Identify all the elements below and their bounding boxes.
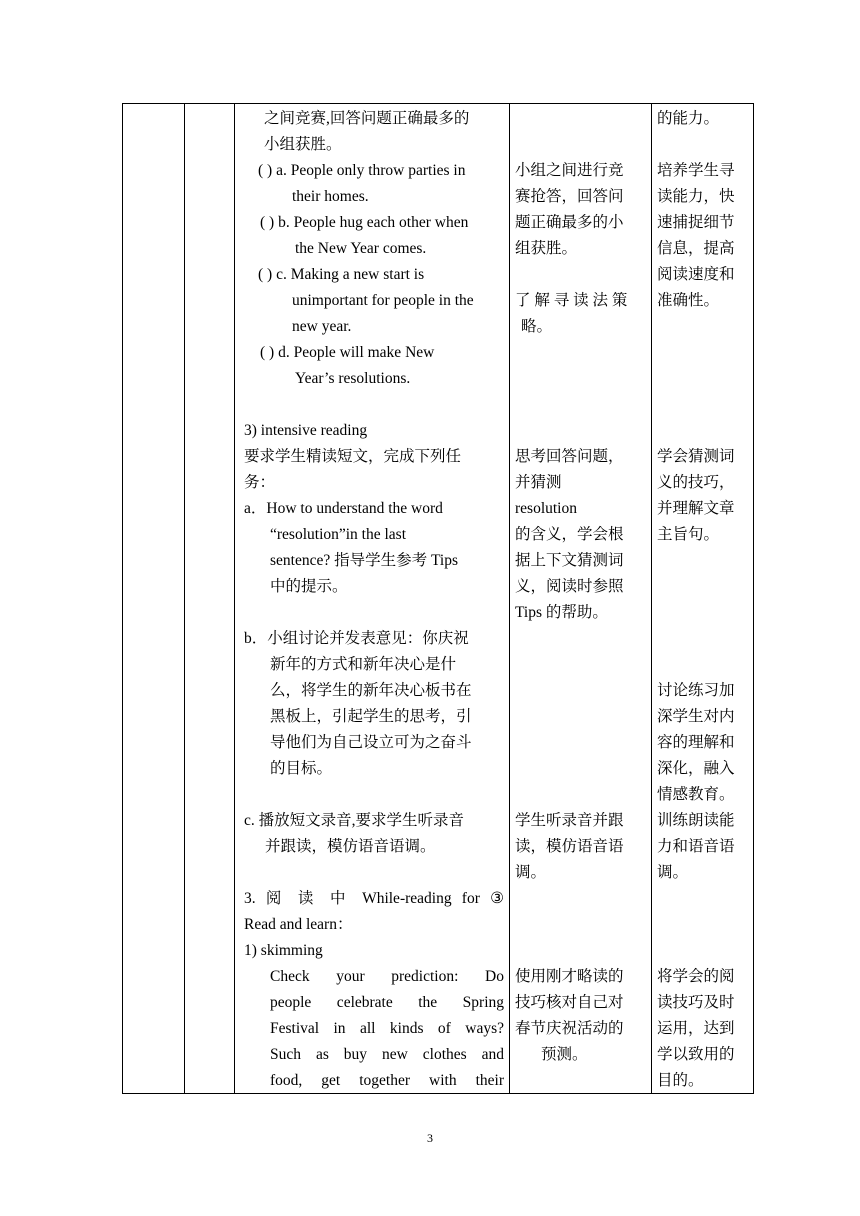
text-line: 导他们为自己设立可为之奋斗 — [270, 734, 472, 751]
text-line — [509, 626, 649, 652]
text-line: 并猜测 — [515, 474, 562, 491]
text-line: 并跟读，模仿语音语调。 — [265, 838, 436, 855]
text-line: 信息，提高 — [657, 240, 735, 257]
text-line: 中的提示。 — [270, 578, 348, 595]
text-line: the New Year comes. — [295, 240, 427, 257]
text-line — [651, 548, 751, 574]
text-line — [651, 938, 751, 964]
text-line: ( ) d. People will make New — [260, 344, 435, 361]
text-line: b．小组讨论并发表意见：你庆祝 — [244, 630, 469, 647]
text-line: 义的技巧， — [657, 474, 735, 491]
text-line: 讨论练习加 — [657, 682, 735, 699]
text-line: 之间竞赛,回答问题正确最多的 — [264, 110, 470, 127]
text-line — [509, 886, 649, 912]
text-line — [651, 912, 751, 938]
text-line — [509, 704, 649, 730]
text-line — [242, 600, 504, 626]
text-line: 使用刚才略读的 — [515, 968, 624, 985]
text-line — [509, 938, 649, 964]
text-line: new year. — [292, 318, 352, 335]
page-number: 3 — [427, 1131, 433, 1145]
design-purpose-column — [651, 106, 751, 1094]
text-line: 思考回答问题， — [515, 448, 624, 465]
text-line: 容的理解和 — [657, 734, 735, 751]
text-line: 赛抢答，回答问 — [515, 188, 624, 205]
text-line — [242, 392, 504, 418]
text-line: 力和语音语 — [657, 838, 735, 855]
text-line — [651, 652, 751, 678]
text-line: 学生听录音并跟 — [515, 812, 624, 829]
text-line: 预测。 — [541, 1046, 588, 1063]
text-line — [509, 652, 649, 678]
text-line: Such as buy new clothes and — [270, 1046, 504, 1063]
text-line: 将学会的阅 — [657, 968, 735, 985]
text-line: 读能力，快 — [657, 188, 735, 205]
text-line: 情感教育。 — [657, 786, 735, 803]
text-line: ( ) a. People only throw parties in — [258, 162, 466, 179]
text-line — [509, 392, 649, 418]
text-line: 小组获胜。 — [264, 136, 342, 153]
text-line: Year’s resolutions. — [295, 370, 411, 387]
text-line: 运用，达到 — [657, 1020, 735, 1037]
text-line: “resolution”in the last — [270, 526, 407, 543]
text-line — [509, 1068, 649, 1094]
text-line: 速捕捉细节 — [657, 214, 735, 231]
text-line — [242, 860, 504, 886]
text-line: a．How to understand the word — [244, 500, 443, 517]
text-line — [509, 262, 649, 288]
text-line — [509, 912, 649, 938]
text-line: resolution — [515, 500, 577, 517]
text-line — [242, 782, 504, 808]
text-line: unimportant for people in the — [292, 292, 474, 309]
text-line: 深化，融入 — [657, 760, 735, 777]
text-line — [651, 626, 751, 652]
text-line: their homes. — [292, 188, 369, 205]
text-line: Check your prediction: Do — [270, 968, 504, 985]
text-line: 春节庆祝活动的 — [515, 1020, 624, 1037]
text-line: 略。 — [521, 318, 553, 335]
text-line: 深学生对内 — [657, 708, 735, 725]
text-line — [509, 340, 649, 366]
text-line: 要求学生精读短文，完成下列任 — [244, 448, 462, 465]
text-line — [509, 418, 649, 444]
text-line: ( ) c. Making a new start is — [258, 266, 425, 283]
text-line: 准确性。 — [657, 292, 720, 309]
text-line: 并理解文章 — [657, 500, 735, 517]
text-line — [651, 366, 751, 392]
text-line: 了 解 寻 读 法 策 — [515, 292, 628, 309]
text-line: Tips 的帮助。 — [515, 604, 608, 621]
column-divider — [184, 104, 185, 1093]
text-line: 据上下文猜测词 — [515, 552, 624, 569]
text-line — [651, 574, 751, 600]
teacher-activity-column — [242, 106, 504, 1094]
text-line: 3. 阅 读 中 While-reading for ③ — [244, 890, 504, 907]
text-line: 阅读速度和 — [657, 266, 735, 283]
text-line: 务： — [244, 474, 276, 491]
text-line — [509, 782, 649, 808]
text-line: 义，阅读时参照 — [515, 578, 624, 595]
text-line: 新年的方式和新年决心是什 — [270, 656, 457, 673]
text-line: 黑板上，引起学生的思考，引 — [270, 708, 472, 725]
text-line — [651, 392, 751, 418]
text-line: 目的。 — [657, 1072, 704, 1089]
text-line: 的目标。 — [270, 760, 333, 777]
text-line: 学会猜测词 — [657, 448, 735, 465]
text-line: 小组之间进行竞 — [515, 162, 624, 179]
text-line: Read and learn： — [244, 916, 353, 933]
text-line: 调。 — [515, 864, 547, 881]
text-line — [651, 418, 751, 444]
text-line: 读技巧及时 — [657, 994, 735, 1011]
text-line: 1) skimming — [244, 942, 323, 959]
text-line — [651, 600, 751, 626]
text-line — [651, 340, 751, 366]
text-line: food, get together with their — [270, 1072, 504, 1089]
text-line — [651, 314, 751, 340]
text-line: people celebrate the Spring — [270, 994, 504, 1011]
text-line — [509, 730, 649, 756]
text-line: 3) intensive reading — [244, 422, 368, 439]
text-line: 技巧核对自己对 — [515, 994, 624, 1011]
text-line: 培养学生寻 — [657, 162, 735, 179]
text-line: c. 播放短文录音,要求学生听录音 — [244, 812, 465, 829]
text-line: 主旨句。 — [657, 526, 720, 543]
text-line — [509, 756, 649, 782]
text-line: 的能力。 — [657, 110, 720, 127]
student-activity-column — [509, 158, 649, 1094]
text-line: ( ) b. People hug each other when — [260, 214, 469, 231]
text-line: sentence? 指导学生参考 Tips — [270, 552, 458, 569]
text-line: Festival in all kinds of ways? — [270, 1020, 504, 1037]
text-line: 训练朗读能 — [657, 812, 735, 829]
text-line — [509, 366, 649, 392]
text-line: 组获胜。 — [515, 240, 578, 257]
text-line: 的含义，学会根 — [515, 526, 624, 543]
text-line — [651, 886, 751, 912]
text-line — [651, 132, 751, 158]
text-line: 调。 — [657, 864, 689, 881]
text-line — [509, 678, 649, 704]
text-line: 题正确最多的小 — [515, 214, 624, 231]
column-divider — [234, 104, 235, 1093]
text-line: 学以致用的 — [657, 1046, 735, 1063]
text-line: 么，将学生的新年决心板书在 — [270, 682, 472, 699]
text-line: 读，模仿语音语 — [515, 838, 624, 855]
